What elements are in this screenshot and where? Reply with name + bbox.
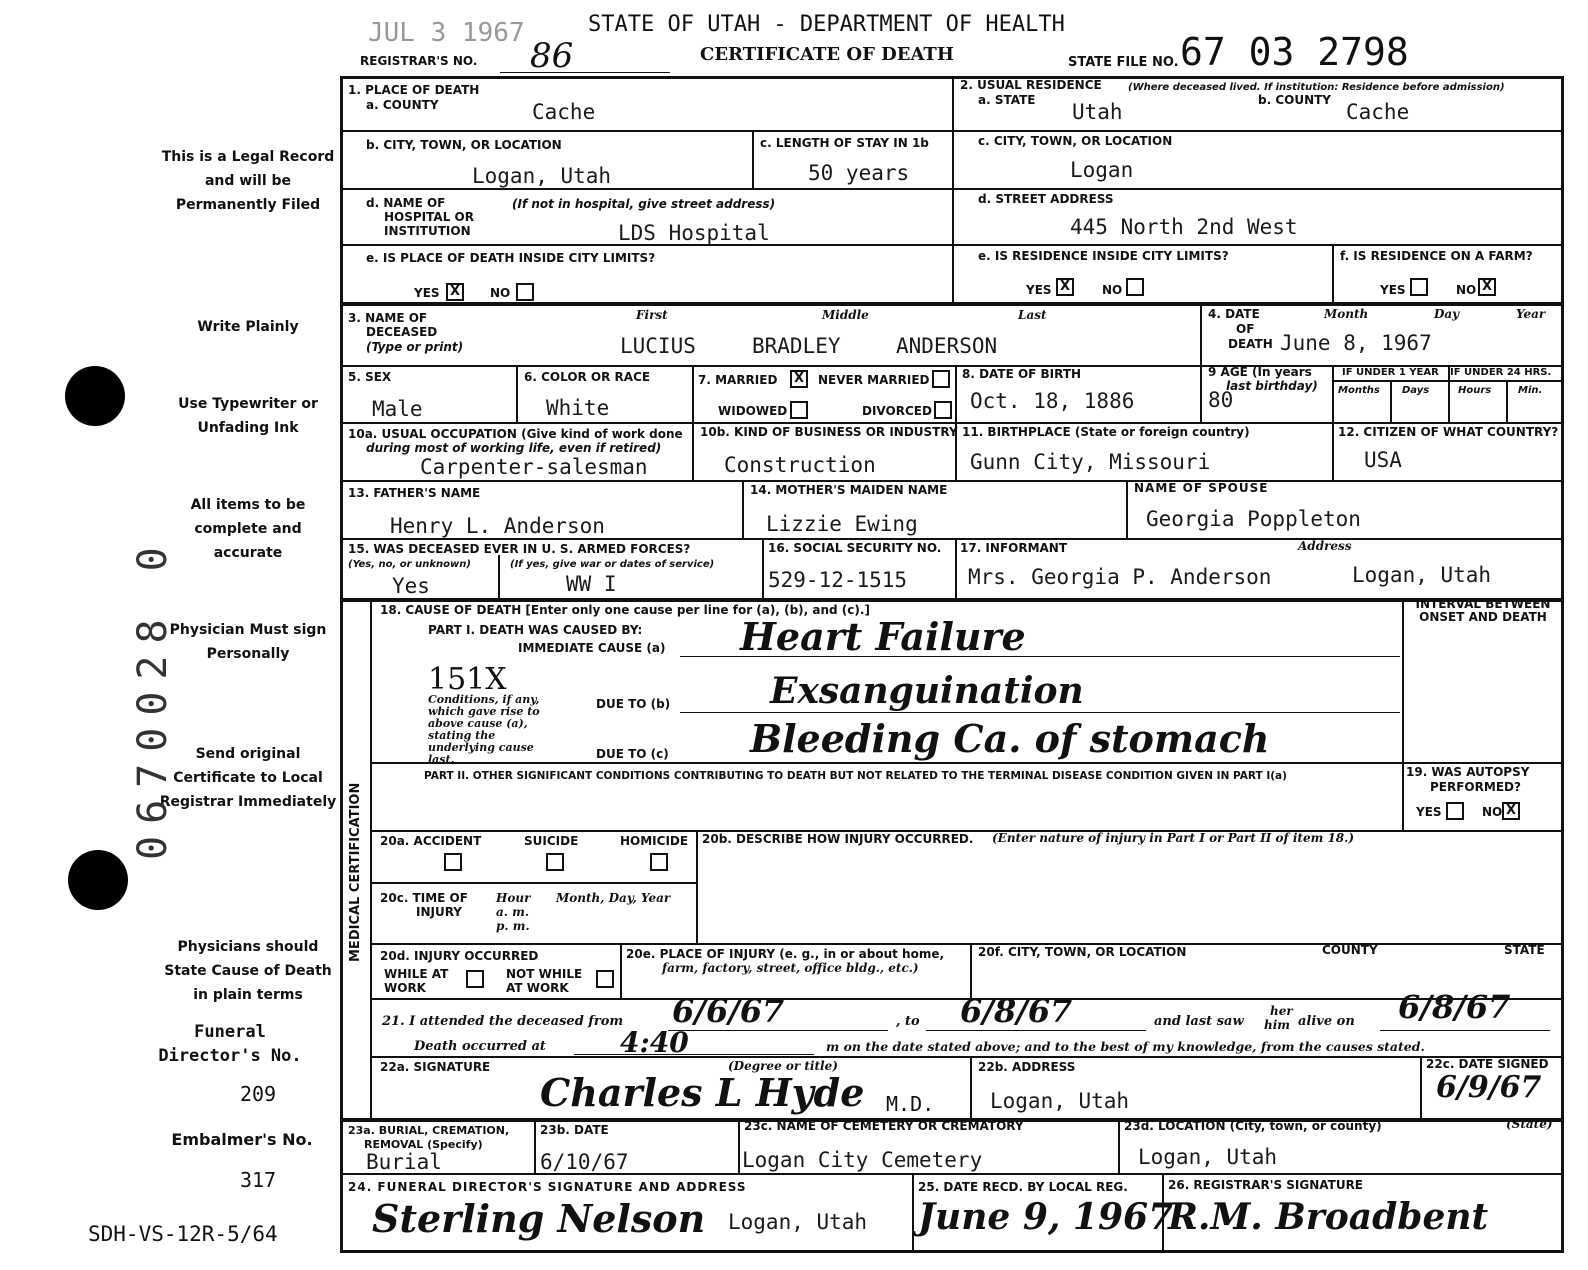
res-limits-yes-checkbox[interactable]: X	[1056, 278, 1074, 296]
business: Construction	[724, 453, 876, 477]
cemetery-location: Logan, Utah	[1138, 1145, 1278, 1169]
state-file-no: 67 03 2798	[1180, 30, 1409, 74]
informant-name: Mrs. Georgia P. Anderson	[968, 565, 1272, 589]
armed-forces-hint-1: (Yes, no, or unknown)	[348, 559, 471, 570]
funeral-director-no: 209	[239, 1082, 277, 1106]
last-name-label: Last	[1018, 308, 1047, 322]
armed-forces-hint-2: (If yes, give war or dates of service)	[510, 559, 715, 570]
due-to-b-label: DUE TO (b)	[596, 697, 671, 711]
punch-hole-bottom	[68, 850, 128, 910]
physician-signature: Charles L Hyde	[540, 1070, 865, 1115]
burial-date: 6/10/67	[540, 1150, 629, 1174]
informant-address: Logan, Utah	[1352, 563, 1492, 587]
date-of-death: June 8, 1967	[1280, 331, 1432, 355]
injury-state-label: STATE	[1504, 943, 1545, 957]
cemetery-location-label: 23d. LOCATION (City, town, or county)	[1124, 1119, 1382, 1133]
date-received: June 9, 1967	[918, 1196, 1174, 1238]
injury-description-label: 20b. DESCRIBE HOW INJURY OCCURRED.	[702, 832, 974, 846]
immediate-cause-label: IMMEDIATE CAUSE (a)	[518, 641, 666, 655]
suicide-checkbox[interactable]	[546, 853, 564, 871]
occupation: Carpenter-salesman	[420, 455, 648, 479]
funeral-director-label: Funeral Director's No.	[158, 1022, 302, 1066]
death-occurred-label: Death occurred at	[414, 1039, 546, 1054]
registrar-signature: R.M. Broadbent	[1168, 1196, 1489, 1238]
res-limits-yes-label: YES	[1026, 283, 1052, 297]
deceased-name-label-3: (Type or print)	[366, 340, 464, 354]
typewriter-note: Use Typewriter or Unfading Ink	[178, 396, 318, 436]
month-day-year-label: Month, Day, Year	[556, 891, 671, 905]
res-county-label: b. COUNTY	[1258, 93, 1331, 107]
date-of-death-label-2: OF	[1236, 322, 1255, 336]
accident-checkbox[interactable]	[444, 853, 462, 871]
occupation-label-1: 10a. USUAL OCCUPATION (Give kind of work done	[348, 427, 683, 441]
death-city: Logan, Utah	[472, 164, 612, 188]
interval-label: INTERVAL BETWEEN ONSET AND DEATH	[1415, 597, 1551, 624]
burial-method: Burial	[366, 1150, 442, 1174]
date-signed-label: 22c. DATE SIGNED	[1426, 1057, 1549, 1071]
citizen: USA	[1364, 448, 1402, 472]
birthplace-label: 11. BIRTHPLACE (State or foreign country)	[962, 425, 1250, 439]
write-plainly-note: Write Plainly	[197, 319, 299, 335]
date-stated-label: m on the date stated above; and to the best of my knowledge, from the causes stated.	[826, 1039, 1425, 1054]
while-at-work-label-1: WHILE AT	[384, 967, 449, 981]
res-inside-limits-label: e. IS RESIDENCE INSIDE CITY LIMITS?	[978, 249, 1229, 263]
middle-name-label: Middle	[822, 308, 869, 322]
father-name: Henry L. Anderson	[390, 514, 605, 538]
place-of-injury-label-2: farm, factory, street, office bldg., etc.)	[662, 961, 919, 975]
date-received-label: 25. DATE RECD. BY LOCAL REG.	[918, 1180, 1128, 1194]
middle-name: BRADLEY	[752, 334, 841, 358]
embalmer-no: 317	[239, 1168, 277, 1192]
length-of-stay: 50 years	[808, 161, 910, 185]
registrar-signature-label: 26. REGISTRAR'S SIGNATURE	[1168, 1178, 1363, 1192]
while-at-work-checkbox[interactable]	[466, 970, 484, 988]
place-of-death-label: 1. PLACE OF DEATH	[348, 83, 480, 97]
degree-label: (Degree or title)	[728, 1059, 838, 1073]
day-label: Day	[1434, 307, 1460, 321]
min-label: Min.	[1518, 385, 1543, 396]
father-label: 13. FATHER'S NAME	[348, 486, 481, 500]
divorced-checkbox[interactable]	[934, 401, 952, 419]
farm-no-label: NO	[1456, 283, 1477, 297]
street-address-label: d. STREET ADDRESS	[978, 192, 1114, 206]
married-label: 7. MARRIED	[698, 373, 778, 387]
physician-degree: M.D.	[886, 1092, 935, 1116]
pm-label: p. m.	[496, 919, 530, 933]
farm-no-checkbox[interactable]: X	[1478, 278, 1496, 296]
registrar-no-label: REGISTRAR'S NO.	[360, 54, 478, 68]
res-limits-no-checkbox[interactable]	[1126, 278, 1144, 296]
legal-record-note: This is a Legal Record and will be Permanently Filed	[161, 149, 335, 213]
age-label-1: 9 AGE (In years	[1208, 365, 1312, 379]
death-city-label: b. CITY, TOWN, OR LOCATION	[366, 138, 562, 152]
year-label: Year	[1516, 307, 1546, 321]
burial-date-label: 23b. DATE	[540, 1123, 609, 1137]
date-of-death-label-3: DEATH	[1228, 337, 1273, 351]
sex-label: 5. SEX	[348, 370, 392, 384]
death-county: Cache	[532, 100, 596, 124]
injury-county-label: COUNTY	[1322, 943, 1378, 957]
death-limits-yes-checkbox[interactable]: X	[446, 283, 464, 301]
not-at-work-checkbox[interactable]	[596, 970, 614, 988]
form-title: STATE OF UTAH - DEPARTMENT OF HEALTH	[588, 12, 1065, 37]
not-at-work-label-2: AT WORK	[506, 981, 569, 995]
cemetery-name: Logan City Cemetery	[742, 1148, 983, 1172]
sex: Male	[372, 397, 423, 421]
mother-name: Lizzie Ewing	[766, 512, 918, 536]
attended-label: 21. I attended the deceased from	[382, 1014, 624, 1029]
hours-label: Hours	[1458, 385, 1492, 396]
time-of-injury-label-1: 20c. TIME OF	[380, 891, 468, 905]
ssn-label: 16. SOCIAL SECURITY NO.	[768, 541, 942, 555]
accident-label: 20a. ACCIDENT	[380, 834, 482, 848]
widowed-checkbox[interactable]	[790, 401, 808, 419]
death-limits-yes-label: YES	[414, 286, 440, 300]
injury-description-hint: (Enter nature of injury in Part I or Part II of item 18.)	[992, 831, 1355, 845]
birthplace: Gunn City, Missouri	[970, 450, 1211, 474]
autopsy-label-1: 19. WAS AUTOPSY	[1406, 765, 1530, 779]
hospital-label-1: d. NAME OF	[366, 196, 446, 210]
farm-label: f. IS RESIDENCE ON A FARM?	[1340, 249, 1533, 263]
last-saw-label: and last saw	[1154, 1014, 1244, 1029]
injury-occurred-label: 20d. INJURY OCCURRED	[380, 949, 539, 963]
race-label: 6. COLOR OR RACE	[524, 370, 651, 384]
res-state: Utah	[1072, 100, 1123, 124]
autopsy-yes-label: YES	[1416, 805, 1442, 819]
date-of-birth: Oct. 18, 1886	[970, 389, 1135, 413]
armed-forces: Yes	[392, 574, 430, 598]
res-county: Cache	[1346, 100, 1410, 124]
autopsy-label-2: PERFORMED?	[1430, 780, 1521, 794]
attended-from: 6/6/67	[672, 992, 785, 1030]
widowed-label: WIDOWED	[718, 404, 788, 418]
res-limits-no-label: NO	[1102, 283, 1123, 297]
days-label: Days	[1402, 385, 1430, 396]
injury-city-label: 20f. CITY, TOWN, OR LOCATION	[978, 945, 1187, 959]
medical-certification-label: MEDICAL CERTIFICATION	[348, 782, 363, 962]
never-married-label: NEVER MARRIED	[818, 373, 930, 387]
funeral-director-signature: Sterling Nelson	[372, 1196, 706, 1241]
conditions-label: Conditions, if any, which gave rise to above cause (a), stating the underlying cause last.	[428, 693, 540, 766]
business-label: 10b. KIND OF BUSINESS OR INDUSTRY	[700, 425, 958, 439]
length-of-stay-label: c. LENGTH OF STAY IN 1b	[760, 136, 929, 150]
vertical-file-number: 0670028 0	[130, 535, 176, 860]
res-city: Logan	[1070, 158, 1134, 182]
cause-code: 151X	[428, 662, 507, 697]
autopsy-yes-checkbox[interactable]	[1446, 802, 1464, 820]
informant-address-label: Address	[1298, 539, 1352, 553]
last-name: ANDERSON	[896, 334, 998, 358]
certificate-title: CERTIFICATE OF DEATH	[700, 44, 954, 65]
autopsy-no-checkbox[interactable]: X	[1502, 802, 1520, 820]
time-of-injury-label-2: INJURY	[416, 905, 462, 919]
under-24-hrs-label: IF UNDER 24 HRS.	[1450, 367, 1552, 378]
attended-to: 6/8/67	[960, 992, 1073, 1030]
date-signed: 6/9/67	[1436, 1070, 1542, 1105]
death-county-label: a. COUNTY	[366, 98, 439, 112]
last-saw-date: 6/8/67	[1398, 988, 1511, 1026]
homicide-checkbox[interactable]	[650, 853, 668, 871]
cause-of-death-label: 18. CAUSE OF DEATH [Enter only one cause per line for (a), (b), and (c).]	[380, 603, 870, 617]
war-service: WW I	[566, 572, 617, 596]
immediate-cause: Heart Failure	[740, 614, 1026, 659]
dob-label: 8. DATE OF BIRTH	[962, 367, 1082, 381]
age-label-2: last birthday)	[1226, 379, 1318, 393]
her-label: her	[1270, 1004, 1293, 1018]
him-label: him	[1264, 1018, 1290, 1032]
hospital-label-2: HOSPITAL OR	[384, 210, 474, 224]
part1-label: PART I. DEATH WAS CAUSED BY:	[428, 623, 643, 637]
residence-label: 2. USUAL RESIDENCE	[960, 78, 1102, 92]
state-note: (State)	[1506, 1117, 1553, 1131]
hour-label: Hour	[496, 891, 531, 905]
to-label: , to	[896, 1014, 920, 1029]
while-at-work-label-2: WORK	[384, 981, 426, 995]
cause-plain-note: Physicians should State Cause of Death in plain terms	[164, 939, 332, 1003]
citizen-label: 12. CITIZEN OF WHAT COUNTRY?	[1338, 425, 1559, 439]
inside-city-limits-label: e. IS PLACE OF DEATH INSIDE CITY LIMITS?	[366, 251, 656, 265]
farm-yes-checkbox[interactable]	[1410, 278, 1428, 296]
race: White	[546, 396, 610, 420]
spouse-label: NAME OF SPOUSE	[1134, 481, 1269, 495]
part2-label: PART II. OTHER SIGNIFICANT CONDITIONS CONTRIBUTING TO DEATH BUT NOT RELATED TO THE TERMINAL DISEASE CONDITION GIVEN IN PART I(a)	[424, 770, 1287, 782]
res-city-label: c. CITY, TOWN, OR LOCATION	[978, 134, 1173, 148]
mother-label: 14. MOTHER'S MAIDEN NAME	[750, 483, 948, 497]
physician-sign-note: Physician Must sign Personally	[169, 622, 327, 662]
am-label: a. m.	[496, 905, 530, 919]
first-name-label: First	[636, 308, 668, 322]
never-married-checkbox[interactable]	[932, 370, 950, 388]
hospital-label-3: INSTITUTION	[384, 224, 471, 238]
residence-hint: (Where deceased lived. If institution: Residence before admission)	[1128, 82, 1505, 93]
date-of-death-label-1: 4. DATE	[1208, 307, 1260, 321]
death-limits-no-checkbox[interactable]	[516, 283, 534, 301]
res-state-label: a. STATE	[978, 93, 1036, 107]
place-of-injury-label-1: 20e. PLACE OF INJURY (e. g., in or about home,	[626, 947, 945, 961]
informant-label: 17. INFORMANT	[960, 541, 1068, 555]
social-security-no: 529-12-1515	[768, 568, 908, 592]
received-stamp: JUL 3 1967	[368, 18, 525, 48]
deceased-name-label-2: DECEASED	[366, 325, 438, 339]
alive-on-label: alive on	[1298, 1014, 1355, 1029]
age: 80	[1208, 388, 1234, 412]
spouse-name: Georgia Poppleton	[1146, 507, 1361, 531]
divorced-label: DIVORCED	[862, 404, 932, 418]
form-number: SDH-VS-12R-5/64	[88, 1222, 278, 1246]
complete-note: All items to be complete and accurate	[190, 497, 306, 561]
embalmer-label: Embalmer's No.	[171, 1130, 313, 1149]
occupation-label-2: during most of working life, even if retired)	[366, 441, 662, 455]
month-label: Month	[1324, 307, 1369, 321]
state-file-label: STATE FILE NO.	[1068, 55, 1179, 70]
armed-forces-label: 15. WAS DECEASED EVER IN U. S. ARMED FORCES?	[348, 542, 691, 556]
under-1-year-label: IF UNDER 1 YEAR	[1342, 367, 1439, 378]
funeral-director-address: Logan, Utah	[728, 1210, 868, 1234]
cemetery-label: 23c. NAME OF CEMETERY OR CREMATORY	[744, 1119, 1024, 1133]
death-limits-no-label: NO	[490, 286, 511, 300]
burial-label-2: REMOVAL (Specify)	[364, 1138, 483, 1151]
deceased-name-label-1: 3. NAME OF	[348, 311, 428, 325]
autopsy-no-label: NO	[1482, 805, 1503, 819]
punch-hole-top	[65, 366, 125, 426]
registrar-no: 86	[530, 36, 574, 76]
due-to-c: Bleeding Ca. of stomach	[750, 716, 1270, 761]
physician-address: Logan, Utah	[990, 1089, 1130, 1113]
due-to-b: Exsanguination	[770, 670, 1084, 712]
signature-label: 22a. SIGNATURE	[380, 1060, 491, 1074]
physician-address-label: 22b. ADDRESS	[978, 1060, 1076, 1074]
death-time: 4:40	[620, 1026, 689, 1059]
street-address: 445 North 2nd West	[1070, 215, 1298, 239]
farm-yes-label: YES	[1380, 283, 1406, 297]
hospital-hint: (If not in hospital, give street address)	[512, 197, 776, 211]
funeral-signature-label: 24. FUNERAL DIRECTOR'S SIGNATURE AND ADDRESS	[348, 1180, 747, 1194]
burial-label-1: 23a. BURIAL, CREMATION,	[348, 1124, 510, 1137]
due-to-c-label: DUE TO (c)	[596, 747, 669, 761]
hospital-name: LDS Hospital	[618, 221, 770, 245]
months-label: Months	[1338, 385, 1380, 396]
not-at-work-label-1: NOT WHILE	[506, 967, 583, 981]
first-name: LUCIUS	[620, 334, 696, 358]
suicide-label: SUICIDE	[524, 834, 579, 848]
married-checkbox[interactable]: X	[790, 370, 808, 388]
homicide-label: HOMICIDE	[620, 834, 689, 848]
send-original-note: Send original Certificate to Local Registrar Immediately	[159, 746, 337, 810]
